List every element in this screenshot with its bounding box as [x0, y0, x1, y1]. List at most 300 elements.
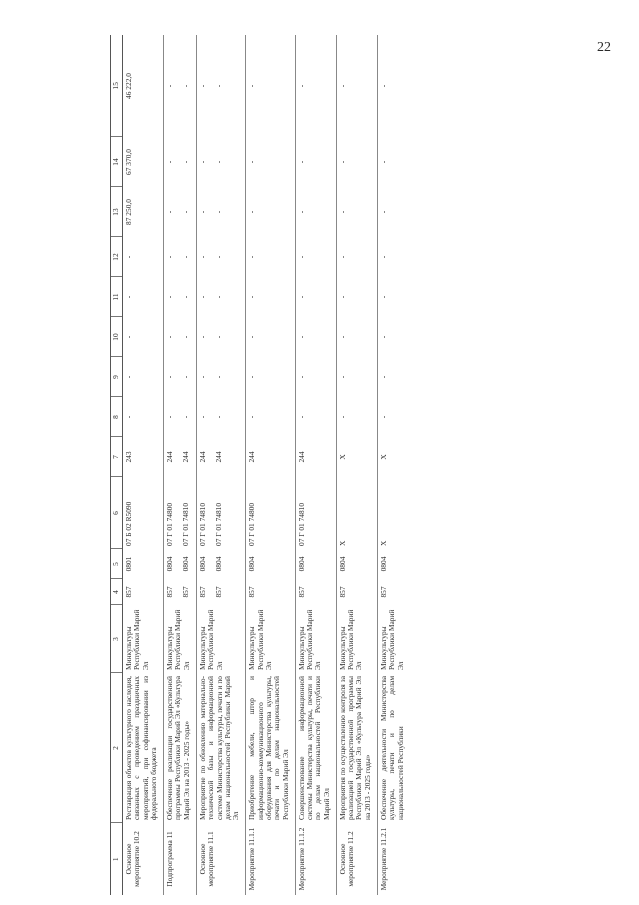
cell-text: Х	[337, 540, 347, 546]
table-row	[164, 35, 197, 895]
column-header-5: 5	[111, 549, 123, 579]
cell-lines	[125, 480, 133, 546]
cell-text: -	[337, 415, 347, 419]
cell-lines	[199, 552, 224, 576]
cell-text: -	[337, 335, 347, 339]
table-cell-col-3	[164, 605, 197, 673]
table-cell-col-5	[295, 549, 336, 579]
cell-lines	[248, 676, 289, 820]
cell-text: Подпрограмма 11	[165, 831, 175, 887]
cell-text: 0804	[296, 556, 306, 572]
cell-lines	[380, 608, 405, 670]
table-cell-col-11	[196, 277, 245, 317]
cell-lines	[298, 480, 306, 546]
table-cell-col-5	[378, 549, 410, 579]
table-cell-col-2	[123, 673, 164, 823]
cell-text: -	[165, 255, 175, 259]
cell-lines	[166, 582, 191, 602]
cell-text: -	[214, 295, 224, 299]
cell-text: -	[214, 335, 224, 339]
cell-lines	[339, 140, 347, 184]
cell-lines	[125, 400, 133, 434]
table-body	[123, 35, 410, 895]
table-cell-col-4	[378, 579, 410, 605]
column-header-2: 2	[111, 673, 123, 823]
cell-text: Минкультуры Республики Марий Эл	[337, 609, 364, 670]
cell-text: Х	[379, 540, 389, 546]
table-cell-col-4	[336, 579, 377, 605]
table-cell-col-15	[378, 35, 410, 137]
table-cell-col-8	[295, 397, 336, 437]
cell-lines	[199, 190, 224, 234]
table-cell-col-10	[123, 317, 164, 357]
cell-lines	[298, 400, 306, 434]
table-cell-col-7	[336, 437, 377, 477]
table-cell-col-7	[378, 437, 410, 477]
cell-lines	[339, 240, 347, 274]
cell-text: Минкультуры Республики Марий Эл	[379, 609, 405, 670]
cell-text: -	[214, 375, 224, 379]
table-cell-col-12	[336, 237, 377, 277]
cell-text: -	[247, 415, 257, 419]
cell-lines	[298, 552, 306, 576]
cell-lines	[125, 190, 133, 234]
cell-lines	[298, 140, 306, 184]
cell-text: -	[337, 295, 347, 299]
cell-text: -	[214, 210, 224, 214]
column-header-14: 14	[111, 137, 123, 187]
table-cell-col-1	[196, 823, 245, 895]
cell-lines	[380, 360, 388, 394]
table-cell-col-6	[336, 477, 377, 549]
cell-lines	[125, 360, 133, 394]
cell-text: Мероприятие 11.1.2	[296, 827, 306, 891]
cell-text: -	[124, 255, 133, 259]
cell-text: -	[337, 160, 347, 164]
cell-lines	[166, 240, 191, 274]
cell-lines	[339, 190, 347, 234]
cell-lines	[298, 240, 306, 274]
cell-lines	[380, 280, 388, 314]
cell-lines	[199, 320, 224, 354]
cell-text: Мероприятие 11.1.1	[247, 827, 257, 891]
table-cell-col-10	[295, 317, 336, 357]
cell-text: Приобретение мебели, штор и информационно-коммуникационного оборудования для Министерства культуры, печати и по делам национальностей Республики Марий Эл	[247, 676, 290, 820]
cell-lines	[248, 140, 256, 184]
table-cell-col-15	[164, 35, 197, 137]
cell-text: -	[214, 84, 224, 88]
cell-lines	[248, 480, 256, 546]
cell-text: 0804	[165, 556, 175, 572]
table-cell-col-7	[295, 437, 336, 477]
cell-lines	[248, 320, 256, 354]
cell-lines	[199, 608, 224, 670]
table-cell-col-13	[123, 187, 164, 237]
cell-text: 244	[296, 451, 306, 463]
table-cell-col-9	[164, 357, 197, 397]
cell-text: -	[165, 210, 175, 214]
cell-lines	[380, 240, 388, 274]
column-header-10: 10	[111, 317, 123, 357]
table-cell-col-3	[246, 605, 295, 673]
column-header-7: 7	[111, 437, 123, 477]
table-cell-col-11	[123, 277, 164, 317]
table-cell-col-12	[164, 237, 197, 277]
cell-lines	[199, 280, 224, 314]
cell-lines	[125, 240, 133, 274]
cell-text: 07 Г 01 74800	[247, 502, 257, 546]
table-cell-col-13	[378, 187, 410, 237]
cell-text: 0804	[379, 556, 389, 572]
table-cell-col-2	[295, 673, 336, 823]
cell-text: -	[379, 84, 389, 88]
cell-text: 0804	[181, 556, 191, 572]
column-header-3: 3	[111, 605, 123, 673]
cell-lines	[339, 582, 347, 602]
cell-text: -	[124, 375, 133, 379]
cell-text: -	[337, 84, 347, 88]
cell-lines	[339, 360, 347, 394]
cell-text: Мероприятие по обновлению материально-технической базы и информационной системе Министерства культуры, печати и по делам национальностей Республики Марий Эл	[197, 676, 241, 820]
cell-lines	[339, 400, 347, 434]
table-cell-col-5	[123, 549, 164, 579]
column-header-9: 9	[111, 357, 123, 397]
column-header-15: 15	[111, 35, 123, 137]
cell-lines	[199, 676, 240, 820]
cell-text: Мероприятия по осуществлению контроля за реализацией государственной программы Республики Марий Эл «Культура Марий Эл на 2013 - 2025 годы»	[337, 676, 372, 820]
table-cell-col-12	[378, 237, 410, 277]
cell-lines	[339, 480, 347, 546]
cell-lines	[166, 480, 191, 546]
cell-text: -	[296, 160, 306, 164]
cell-lines	[125, 826, 142, 892]
table-cell-col-11	[336, 277, 377, 317]
cell-text: 07 Г 01 74810	[296, 502, 306, 546]
table-cell-col-10	[164, 317, 197, 357]
cell-text: 46 222,0	[124, 73, 133, 99]
cell-text: 243	[124, 451, 133, 463]
cell-text: 244	[197, 451, 207, 463]
cell-text: -	[247, 375, 257, 379]
cell-lines	[125, 38, 133, 134]
table-cell-col-8	[246, 397, 295, 437]
cell-lines	[339, 608, 364, 670]
cell-text: -	[181, 210, 191, 214]
cell-text: 07 Г 01 74800	[165, 502, 175, 546]
table-cell-col-14	[378, 137, 410, 187]
cell-text: -	[181, 335, 191, 339]
table-cell-col-13	[295, 187, 336, 237]
cell-lines	[339, 676, 372, 820]
cell-text: 857	[247, 586, 257, 598]
cell-lines	[339, 826, 356, 892]
cell-text: -	[124, 295, 133, 299]
table-cell-col-10	[336, 317, 377, 357]
cell-text: -	[379, 160, 389, 164]
table-cell-col-14	[123, 137, 164, 187]
table-cell-col-6	[246, 477, 295, 549]
cell-text: 857	[296, 586, 306, 598]
cell-lines	[199, 38, 224, 134]
table-cell-col-3	[123, 605, 164, 673]
cell-lines	[298, 676, 331, 820]
table-cell-col-13	[196, 187, 245, 237]
table-cell-col-9	[336, 357, 377, 397]
cell-text: Минкультуры Республики Марий Эл	[165, 609, 191, 670]
table-cell-col-13	[336, 187, 377, 237]
cell-lines	[380, 676, 405, 820]
cell-text: Минкультуры Республики Марий Эл	[247, 609, 273, 670]
cell-text: 07 Г 01 74810	[181, 502, 191, 546]
table-cell-col-9	[246, 357, 295, 397]
cell-lines	[380, 826, 388, 892]
table-cell-col-5	[196, 549, 245, 579]
cell-lines	[199, 240, 224, 274]
table-cell-col-9	[295, 357, 336, 397]
cell-text: 0804	[247, 556, 257, 572]
cell-text: 857	[337, 586, 347, 598]
table-cell-col-13	[246, 187, 295, 237]
table-cell-col-14	[164, 137, 197, 187]
cell-text: 857	[165, 586, 175, 598]
cell-text: Минкультуры Республики Марий Эл	[197, 609, 224, 670]
cell-text: -	[197, 335, 207, 339]
column-header-1: 1	[111, 823, 123, 895]
cell-lines	[166, 608, 191, 670]
table-cell-col-10	[246, 317, 295, 357]
table-cell-col-8	[164, 397, 197, 437]
cell-text: Минкультуры Республики Марий Эл	[124, 609, 150, 670]
table-cell-col-15	[295, 35, 336, 137]
table-cell-col-11	[246, 277, 295, 317]
page-number: 22	[597, 40, 611, 55]
table-cell-col-8	[123, 397, 164, 437]
cell-lines	[298, 360, 306, 394]
cell-text: 87 250,0	[124, 199, 133, 225]
cell-text: 0801	[124, 556, 133, 572]
cell-text: -	[337, 255, 347, 259]
cell-text: -	[165, 335, 175, 339]
cell-text: -	[296, 295, 306, 299]
cell-text: -	[379, 375, 389, 379]
table-cell-col-6	[123, 477, 164, 549]
cell-lines	[248, 360, 256, 394]
cell-text: 0804	[214, 556, 224, 572]
table-cell-col-15	[246, 35, 295, 137]
table-cell-col-8	[196, 397, 245, 437]
cell-lines	[298, 826, 306, 892]
table-cell-col-4	[246, 579, 295, 605]
cell-lines	[298, 582, 306, 602]
cell-text: 857	[197, 586, 207, 598]
cell-text: -	[296, 415, 306, 419]
table-cell-col-11	[378, 277, 410, 317]
column-header-12: 12	[111, 237, 123, 277]
cell-lines	[248, 826, 256, 892]
column-header-8: 8	[111, 397, 123, 437]
cell-lines	[199, 360, 224, 394]
cell-text: -	[296, 255, 306, 259]
cell-lines	[380, 38, 388, 134]
cell-lines	[248, 38, 256, 134]
cell-text: 244	[181, 451, 191, 463]
cell-text: -	[296, 84, 306, 88]
table-cell-col-1	[378, 823, 410, 895]
cell-text: -	[165, 84, 175, 88]
cell-text: -	[379, 415, 389, 419]
cell-text: -	[197, 255, 207, 259]
cell-text: -	[165, 415, 175, 419]
cell-text: 857	[124, 586, 133, 598]
cell-text: -	[181, 295, 191, 299]
table-row	[246, 35, 295, 895]
cell-text: Основное мероприятие 10.2	[124, 831, 142, 887]
cell-text: -	[296, 210, 306, 214]
table-cell-col-7	[123, 437, 164, 477]
cell-text: -	[181, 415, 191, 419]
cell-text: -	[124, 415, 133, 419]
cell-text: -	[165, 295, 175, 299]
column-header-6: 6	[111, 477, 123, 549]
table-cell-col-2	[196, 673, 245, 823]
cell-lines	[298, 280, 306, 314]
cell-lines	[298, 38, 306, 134]
cell-lines	[298, 320, 306, 354]
table-cell-col-4	[196, 579, 245, 605]
cell-lines	[248, 280, 256, 314]
budget-table	[110, 35, 410, 895]
table-cell-col-7	[196, 437, 245, 477]
cell-text: -	[197, 415, 207, 419]
table-cell-col-9	[378, 357, 410, 397]
cell-text: 244	[214, 451, 224, 463]
table-cell-col-1	[123, 823, 164, 895]
cell-text: -	[247, 255, 257, 259]
cell-lines	[166, 552, 191, 576]
cell-text: Обеспечение деятельности Министерства культуры, печати и по делам национальностей Республики	[379, 676, 405, 820]
table-row	[378, 35, 410, 895]
cell-lines	[125, 582, 133, 602]
table-cell-col-8	[336, 397, 377, 437]
table-cell-col-3	[378, 605, 410, 673]
cell-text: -	[181, 375, 191, 379]
cell-text: -	[197, 84, 207, 88]
table-cell-col-7	[164, 437, 197, 477]
cell-text: 244	[247, 451, 257, 463]
cell-text: -	[337, 375, 347, 379]
cell-lines	[199, 480, 224, 546]
cell-text: -	[379, 210, 389, 214]
table-row	[336, 35, 377, 895]
table-cell-col-2	[246, 673, 295, 823]
table-cell-col-1	[246, 823, 295, 895]
cell-text: -	[214, 415, 224, 419]
cell-lines	[248, 608, 273, 670]
cell-lines	[380, 480, 388, 546]
cell-text: -	[379, 295, 389, 299]
cell-lines	[380, 400, 388, 434]
table-cell-col-2	[336, 673, 377, 823]
cell-text: -	[379, 255, 389, 259]
table-cell-col-1	[336, 823, 377, 895]
cell-lines	[199, 140, 224, 184]
cell-text: 0804	[337, 556, 347, 572]
table-cell-col-12	[246, 237, 295, 277]
cell-lines	[166, 400, 191, 434]
cell-lines	[380, 582, 388, 602]
cell-lines	[339, 38, 347, 134]
cell-text: Х	[337, 454, 347, 460]
cell-text: -	[197, 160, 207, 164]
cell-text: Основное мероприятие 11.1	[197, 831, 216, 887]
cell-text: -	[214, 255, 224, 259]
cell-text: Совершенствование информационной системы Министерства культуры, печати и по делам национальностей Республики Марий Эл	[296, 676, 331, 820]
cell-text: -	[181, 255, 191, 259]
cell-lines	[248, 190, 256, 234]
cell-text: 857	[379, 586, 389, 598]
cell-lines	[298, 440, 306, 474]
cell-lines	[339, 320, 347, 354]
table-cell-col-1	[295, 823, 336, 895]
table-cell-col-8	[378, 397, 410, 437]
cell-lines	[166, 140, 191, 184]
cell-text: -	[165, 160, 175, 164]
cell-lines	[248, 240, 256, 274]
table-cell-col-4	[123, 579, 164, 605]
table-cell-col-9	[196, 357, 245, 397]
table-cell-col-14	[196, 137, 245, 187]
cell-text: -	[337, 210, 347, 214]
cell-lines	[125, 608, 150, 670]
cell-text: -	[197, 295, 207, 299]
cell-lines	[248, 582, 256, 602]
cell-text: -	[247, 84, 257, 88]
cell-text: Мероприятие 11.2.1	[379, 827, 389, 891]
cell-lines	[166, 440, 191, 474]
cell-text: -	[379, 335, 389, 339]
table-cell-col-9	[123, 357, 164, 397]
cell-lines	[248, 400, 256, 434]
cell-lines	[166, 38, 191, 134]
cell-lines	[166, 280, 191, 314]
table-cell-col-6	[295, 477, 336, 549]
table-cell-col-10	[196, 317, 245, 357]
cell-text: Х	[379, 454, 389, 460]
cell-text: -	[247, 160, 257, 164]
cell-lines	[166, 676, 191, 820]
cell-text: -	[247, 335, 257, 339]
table-cell-col-11	[164, 277, 197, 317]
cell-text: Основное мероприятие 11.2	[337, 831, 356, 887]
cell-lines	[248, 552, 256, 576]
cell-lines	[199, 582, 224, 602]
table-cell-col-15	[123, 35, 164, 137]
cell-lines	[125, 280, 133, 314]
cell-lines	[248, 440, 256, 474]
cell-lines	[339, 440, 347, 474]
cell-text: -	[296, 335, 306, 339]
column-header-13: 13	[111, 187, 123, 237]
cell-text: 67 370,0	[124, 149, 133, 175]
table-cell-col-3	[336, 605, 377, 673]
table-row	[196, 35, 245, 895]
table-cell-col-4	[295, 579, 336, 605]
table-cell-col-14	[246, 137, 295, 187]
table-cell-col-2	[164, 673, 197, 823]
table-cell-col-15	[336, 35, 377, 137]
cell-lines	[199, 440, 224, 474]
cell-lines	[380, 552, 388, 576]
